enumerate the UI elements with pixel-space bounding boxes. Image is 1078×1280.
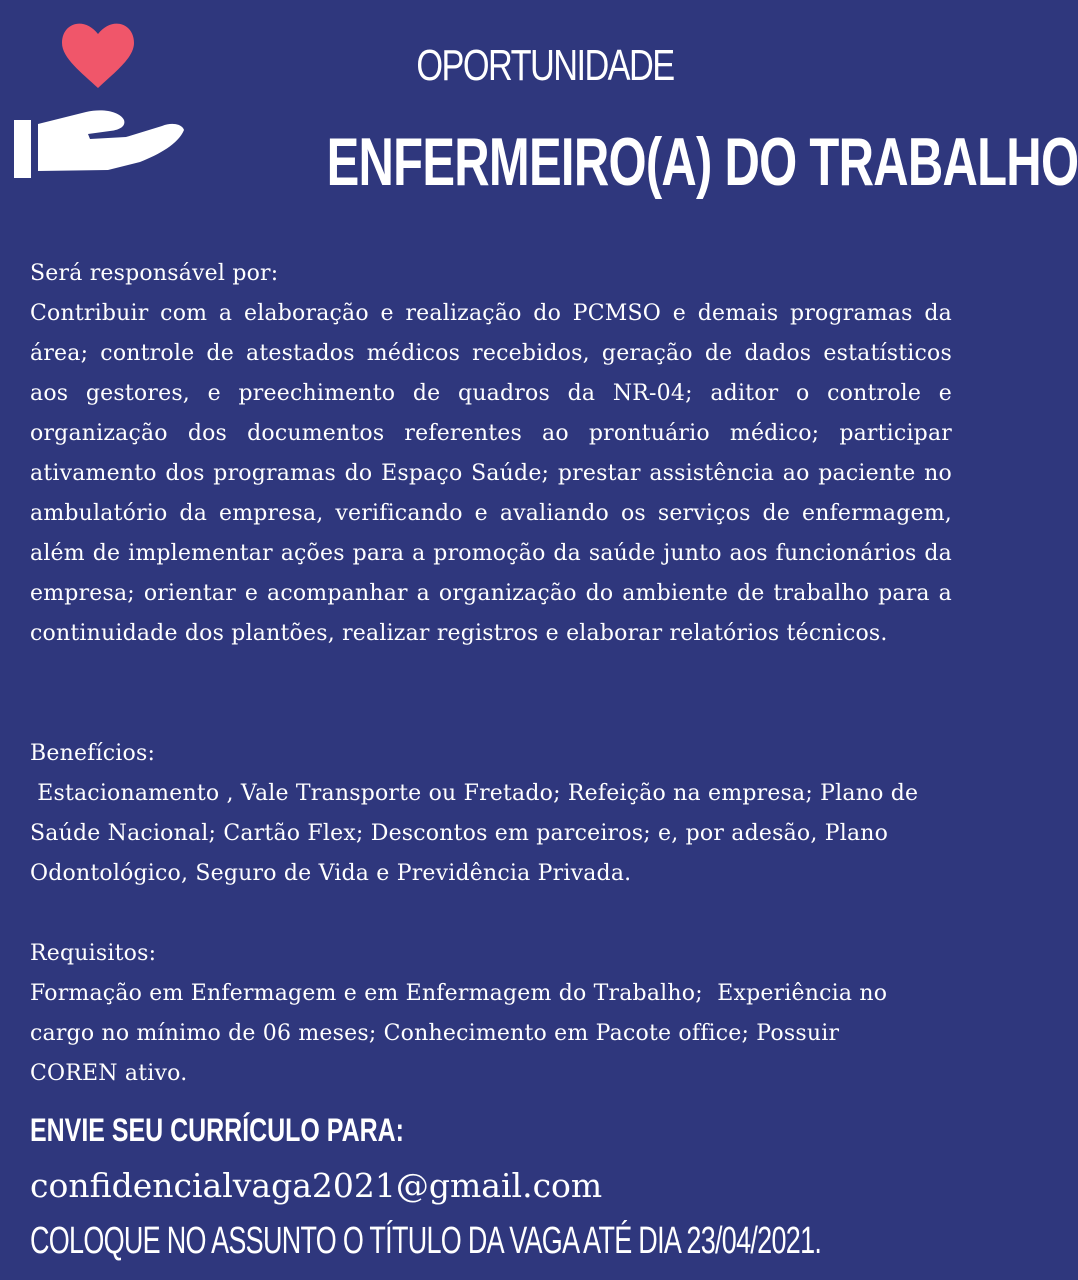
subject-note: COLOQUE NO ASSUNTO O TÍTULO DA VAGA ATÉ DIA 23/04/2021. [30,1220,822,1262]
responsibilities-heading: Será responsável por: [30,261,279,286]
kicker-title: OPORTUNIDADE [416,41,674,90]
responsibilities-text: Contribuir com a elaboração e realização do PCMSO e demais programas da área; controle de atestados médicos recebidos, geração de dados estatísticos aos gestores, e preechimento de quadros da NR-04; aditor o controle e organização dos documentos referentes ao prontuário médico; participar ativamento dos programas do Espaço Saúde; prestar assistência ao paciente no ambulatório da empresa, verificando e avaliando os serviços de enfermagem, além de implementar ações para a promoção da saúde junto aos funcionários da empresa; orientar e acompanhar a organização do ambiente de trabalho para a continuidade dos plantões, realizar registros e elaborar relatórios técnicos. [30,301,952,646]
benefits-line: Odontológico, Seguro de Vida e Previdência Privada. [30,861,632,886]
hand-holding-heart-icon [12,18,187,183]
benefits-line: Estacionamento , Vale Transporte ou Fretado; Refeição na empresa; Plano de [30,781,919,806]
requirements-line: Formação em Enfermagem e em Enfermagem do Trabalho; Experiência no [30,981,888,1006]
contact-email[interactable]: confidencialvaga2021@gmail.com [30,1166,603,1205]
requirements-line: cargo no mínimo de 06 meses; Conhecimento em Pacote office; Possuir [30,1021,840,1046]
job-title: ENFERMEIRO(A) DO TRABALHO [326,124,1078,200]
requirements-line: COREN ativo. [30,1061,188,1086]
benefits-line: Saúde Nacional; Cartão Flex; Descontos em parceiros; e, por adesão, Plano [30,821,889,846]
requirements-text [30,974,960,1094]
hand-cuff [14,120,31,178]
benefits-heading: Benefícios: [30,741,156,766]
cta-heading: ENVIE SEU CURRÍCULO PARA: [30,1112,404,1148]
benefits-text [30,774,960,894]
heart-icon [62,24,134,88]
requirements-heading: Requisitos: [30,941,157,966]
open-hand [38,110,184,171]
